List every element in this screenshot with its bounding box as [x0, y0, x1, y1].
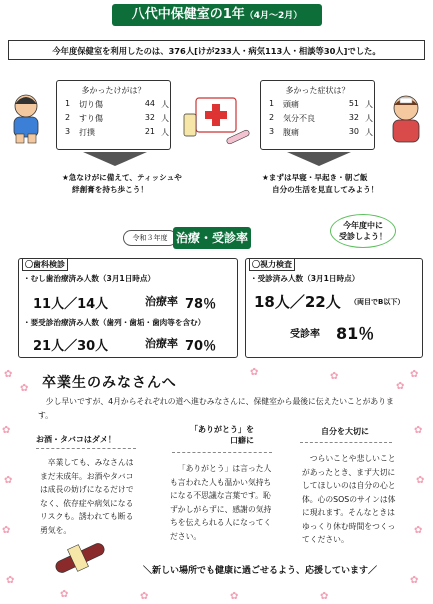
- injuries-box: [56, 80, 171, 150]
- flower-icon: ✿: [414, 525, 423, 536]
- flower-icon: ✿: [6, 575, 15, 586]
- era-label: 令和３年度: [123, 230, 177, 246]
- col1-text: 卒業しても、みなさんはまだ未成年。お酒やタバコは成長の妨げになるだけでなく、依存症や病気になるリスクも。誘われても断る勇気を。: [40, 458, 134, 535]
- title-period: （4月～2月）: [244, 11, 303, 21]
- sick-child-illustration: [384, 92, 428, 148]
- col3-heading: 自分を大切に: [321, 427, 369, 436]
- vision-line1: ・受診済み人数（3月1日時点）: [250, 274, 360, 283]
- flower-icon: ✿: [2, 525, 11, 536]
- dental-rate1-label: 治療率: [145, 295, 178, 308]
- col1-heading: お酒・タバコはダメ！: [36, 435, 116, 444]
- vision-rate-label: 受診率: [290, 329, 320, 340]
- symptoms-box: [260, 80, 375, 150]
- col3-text: つらいことや悲しいことがあったとき、まず大切にしてほしいのは自分の心と体。心のSOSのサインは体に現れます。そんなときはゆっくり休む時間をつくってください。: [302, 454, 396, 544]
- injuries-row: 1 切り傷 44 人: [65, 99, 169, 109]
- dental-line2: ・要受診治療済み人数（歯列・歯垢・歯肉等を含む）: [23, 318, 206, 327]
- flower-icon: ✿: [60, 589, 69, 600]
- flower-icon: ✿: [396, 381, 405, 392]
- flower-icon: ✿: [4, 475, 13, 486]
- vision-tag: 〇視力検査: [249, 258, 295, 271]
- vision-box: [245, 258, 423, 358]
- flower-icon: ✿: [416, 475, 425, 486]
- symptoms-title: 多かった症状は？: [285, 86, 350, 95]
- diploma-illustration: [48, 538, 112, 582]
- graduation-title: 卒業生のみなさんへ: [42, 375, 177, 391]
- dental-line1: ・むし歯治療済み人数（3月1日時点）: [23, 274, 156, 283]
- treatment-title: 治療・受診率: [173, 227, 251, 249]
- flower-icon: ✿: [140, 591, 149, 602]
- col1-divider: [36, 448, 136, 449]
- flower-icon: ✿: [250, 367, 259, 378]
- flower-icon: ✿: [410, 575, 419, 586]
- dental-value2: 21人／30人: [33, 339, 109, 354]
- injured-child-illustration: [6, 92, 46, 144]
- injuries-row: 2 すり傷 32 人: [65, 113, 169, 123]
- page-title: [112, 4, 322, 26]
- flower-icon: ✿: [414, 425, 423, 436]
- flower-icon: ✿: [410, 369, 419, 380]
- title-text: 八代中保健室の1年: [131, 7, 245, 22]
- vision-value-note: （両目でB以下）: [350, 298, 405, 306]
- col2-text: 「ありがとう」は言った人も言われた人も温かい気持ちになる不思議な言葉です。恥ずかしがらずに、感謝の気持ちを伝えられる人になってください。: [170, 464, 272, 541]
- symptoms-row: 3 腹痛 30 人: [269, 127, 373, 137]
- dental-rate2: 70％: [185, 339, 217, 354]
- injuries-arrow: [83, 152, 147, 166]
- flower-icon: ✿: [230, 591, 239, 602]
- consult-bubble: 今年度中に 受診しよう！: [330, 214, 396, 248]
- graduation-intro: 少し早いですが、4月からそれぞれの道へ進むみなさんに、保健室から最後に伝えたいことがあります。: [38, 397, 394, 420]
- closing-message: ＼新しい場所でも健康に過ごせるよう、応援しています／: [142, 566, 377, 576]
- injuries-tip: ★急なけがに備えて、ティッシュや 絆創膏を持ち歩こう！: [62, 173, 182, 194]
- vision-value: 18人／22人: [254, 293, 341, 311]
- dental-value1: 11人／14人: [33, 297, 109, 312]
- dental-rate2-label: 治療率: [145, 337, 178, 350]
- col2-divider: [172, 452, 272, 453]
- flower-icon: ✿: [2, 425, 11, 436]
- dental-box: [18, 258, 238, 358]
- dental-tag: 〇歯科検診: [22, 258, 68, 271]
- col2-heading: 「ありがとう」を 口癖に: [190, 425, 254, 445]
- col3-divider: [300, 442, 392, 443]
- injuries-row: 3 打撲 21 人: [65, 127, 169, 137]
- symptoms-tip: ★まずは早寝・早起き・朝ご飯 自分の生活を見直してみよう！: [262, 173, 379, 194]
- flower-icon: ✿: [4, 369, 13, 380]
- injuries-title: 多かったけがは？: [81, 86, 146, 95]
- flower-icon: ✿: [320, 591, 329, 602]
- flower-icon: ✿: [330, 371, 339, 382]
- dental-rate1: 78％: [185, 297, 217, 312]
- summary-box: 今年度保健室を利用したのは、376人[けが233人・病気113人・相談等30人]でした。: [8, 40, 425, 60]
- symptoms-row: 1 頭痛 51 人: [269, 99, 373, 109]
- symptoms-arrow: [287, 152, 351, 166]
- flower-icon: ✿: [20, 383, 29, 394]
- vision-rate: 81％: [336, 324, 375, 343]
- symptoms-row: 2 気分不良 32 人: [269, 113, 373, 123]
- first-aid-illustration: [182, 94, 252, 152]
